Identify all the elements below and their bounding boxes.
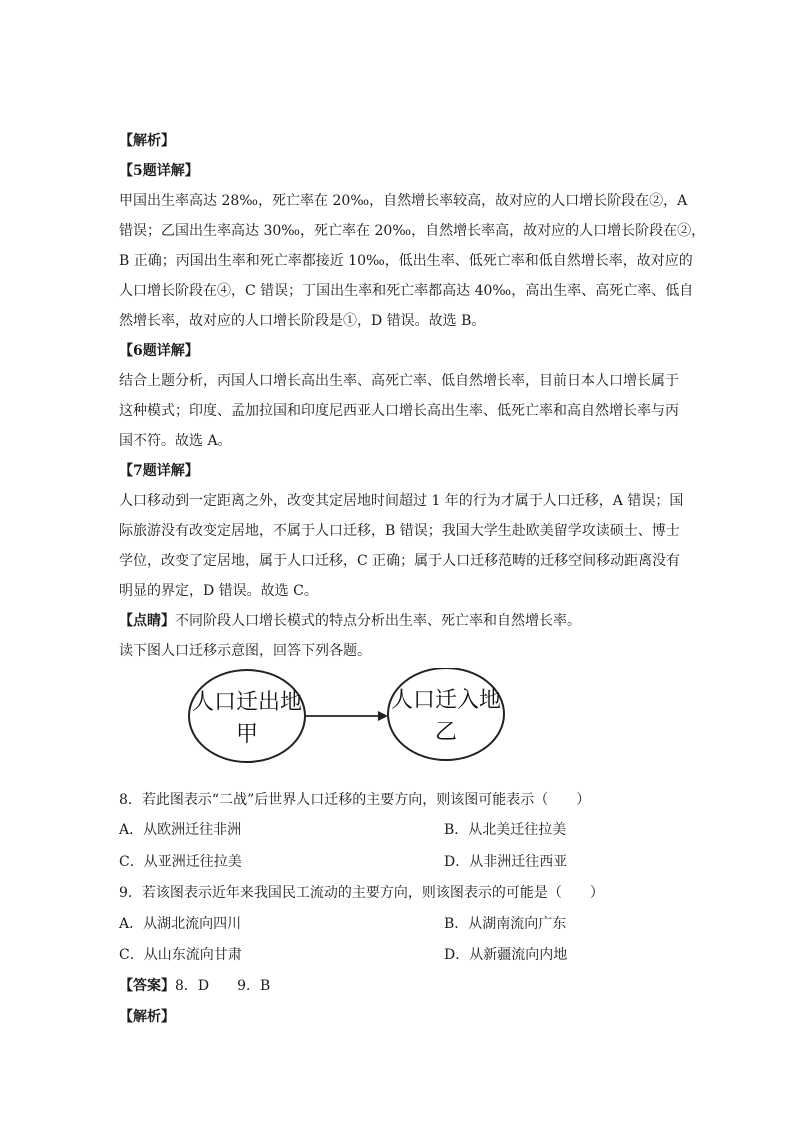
q8-option-a: A．从欧洲迁往非洲 — [119, 822, 242, 838]
answer-line — [119, 976, 270, 996]
origin-name: 甲 — [235, 722, 258, 747]
q5-text-line: 人口增长阶段在④，C 错误；丁国出生率和死亡率都高达 40‰，高出生率、高死亡率、低自 — [119, 283, 694, 299]
q7-text-line: 际旅游没有改变定居地，不属于人口迁移，B 错误；我国大学生赴欧美留学攻读硕士、博士 — [119, 523, 680, 539]
q8-stem: 8．若此图表示“二战”后世界人口迁移的主要方向，则该图可能表示（ ） — [119, 792, 591, 808]
analysis-heading-2: 【解析】 — [119, 1009, 175, 1025]
q8-option-b: B．从北美迁往拉美 — [444, 822, 567, 838]
key-point — [119, 611, 581, 631]
q6-text-line: 国不符。故选 A。 — [119, 433, 232, 449]
q5-text-line: 甲国出生率高达 28‰，死亡率在 20‰，自然增长率较高，故对应的人口增长阶段在②，A — [119, 193, 688, 209]
q8-option-d: D．从非洲迁往西亚 — [444, 854, 568, 870]
q5-detail-heading: 【5题详解】 — [119, 163, 199, 179]
q5-text-line: 错误；乙国出生率高达 30‰，死亡率在 20‰，自然增长率高，故对应的人口增长阶段在②， — [119, 223, 706, 239]
analysis-heading: 【解析】 — [119, 133, 175, 149]
q5-text-line: 然增长率，故对应的人口增长阶段是①，D 错误。故选 B。 — [119, 313, 486, 329]
q6-text-line: 结合上题分析，丙国人口增长高出生率、高死亡率、低自然增长率，目前日本人口增长属于 — [119, 373, 679, 389]
q9-option-d: D．从新疆流向内地 — [444, 947, 568, 963]
q7-text-line: 明显的界定，D 错误。故选 C。 — [119, 583, 318, 599]
q6-detail-heading: 【6题详解】 — [119, 343, 199, 359]
q5-text-line: B 正确；丙国出生率和死亡率都接近 10‰，低出生率、低死亡率和低自然增长率，故对应的 — [119, 253, 693, 269]
key-point-text: 不同阶段人口增长模式的特点分析出生率、死亡率和自然增长率。 — [175, 613, 581, 629]
key-point-label: 【点睛】 — [119, 613, 175, 629]
q8-option-c: C．从亚洲迁往拉美 — [119, 854, 242, 870]
q7-text-line: 学位，改变了定居地，属于人口迁移，C 正确；属于人口迁移范畴的迁移空间移动距离没有 — [119, 553, 681, 569]
q9-option-a: A．从湖北流向四川 — [119, 916, 242, 932]
arrow-head-icon — [378, 711, 388, 721]
answer-text: 8．D 9．B — [175, 978, 271, 994]
q7-detail-heading: 【7题详解】 — [119, 463, 199, 479]
destination-name: 乙 — [434, 720, 457, 745]
q9-option-b: B．从湖南流向广东 — [444, 916, 567, 932]
q9-option-c: C．从山东流向甘肃 — [119, 947, 242, 963]
destination-label: 人口迁入地 — [390, 688, 501, 713]
q7-text-line: 人口移动到一定距离之外，改变其定居地时间超过 1 年的行为才属于人口迁移，A 错误；国 — [119, 493, 684, 509]
origin-label: 人口迁出地 — [191, 690, 302, 715]
q9-stem: 9．若该图表示近年来我国民工流动的主要方向，则该图表示的可能是（ ） — [119, 885, 604, 901]
diagram-intro: 读下图人口迁移示意图，回答下列各题。 — [119, 643, 371, 659]
answer-label: 【答案】 — [119, 978, 175, 994]
q6-text-line: 这种模式；印度、孟加拉国和印度尼西亚人口增长高出生率、低死亡率和高自然增长率与丙 — [119, 403, 679, 419]
migration-diagram — [186, 668, 516, 764]
